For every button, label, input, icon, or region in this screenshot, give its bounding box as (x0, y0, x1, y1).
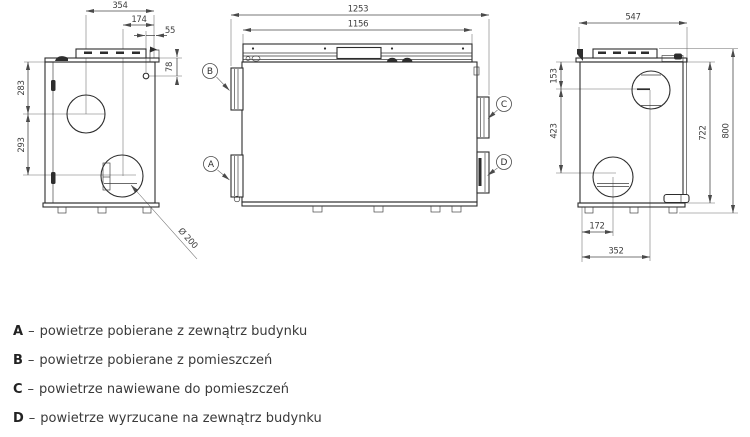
dim-800: 800 (721, 123, 732, 139)
base-rail (242, 202, 477, 206)
dim-1253: 1253 (347, 4, 369, 15)
view-side-left (17, 1, 200, 259)
foot (98, 207, 106, 213)
dim-55: 55 (164, 26, 176, 36)
legend-item-a: A – powietrze pobierane z zewnątrz budynku (13, 324, 308, 339)
dim-174: 174 (131, 15, 147, 25)
lower-port-circle (101, 155, 143, 197)
dim-547: 547 (625, 12, 641, 23)
dim-352: 352 (608, 246, 624, 257)
foot (374, 206, 383, 212)
left-unit-body (43, 47, 159, 214)
dim-354: 354 (112, 1, 128, 11)
dim-722: 722 (698, 125, 709, 141)
legend-item-c: C – powietrze nawiewane do pomieszczeń (13, 382, 289, 397)
dim-diameter-200: Ø 200 (175, 226, 200, 251)
legend-text-a: powietrze pobierane z zewnątrz budynku (39, 324, 308, 339)
port-callouts (203, 64, 512, 181)
corner-flag (577, 49, 583, 61)
duct-a (231, 155, 243, 197)
rail-clip (402, 58, 412, 62)
port-label-b: B (206, 67, 214, 78)
foot (431, 206, 440, 212)
foot (58, 207, 66, 213)
legend-item-b: B – powietrze pobierane z pomieszczeń (13, 353, 273, 368)
dim-78: 78 (165, 61, 175, 73)
dim-293: 293 (17, 137, 27, 153)
left-extension-lines (23, 15, 182, 176)
view-front (203, 5, 512, 213)
foot (669, 207, 677, 213)
rail-knob (246, 57, 250, 61)
port-label-d: D (500, 158, 508, 169)
legend-letter-a: A (13, 324, 24, 339)
left-dimension-lines (28, 11, 197, 259)
front-unit-body (231, 44, 489, 212)
legend (13, 325, 322, 437)
legend-text-c: powietrze nawiewane do pomieszczeń (39, 382, 289, 397)
foot (452, 206, 461, 212)
right-cabinet-outline (580, 62, 683, 203)
dim-283: 283 (17, 80, 27, 96)
legend-text-b: powietrze pobierane z pomieszczeń (39, 353, 273, 368)
front-cabinet-outline (242, 62, 477, 202)
latch-detail (55, 56, 68, 61)
bolt (143, 73, 149, 79)
dim-172: 172 (589, 221, 605, 232)
duct-c (477, 97, 489, 138)
legend-letter-b: B (13, 353, 23, 368)
foot (630, 207, 638, 213)
foot (143, 207, 151, 213)
right-unit-body (576, 49, 689, 213)
dim-1156: 1156 (347, 19, 369, 30)
port-label-c: C (500, 100, 508, 111)
left-cabinet-outline (45, 62, 155, 203)
hinge-bottom (51, 172, 56, 184)
control-panel (337, 48, 381, 59)
view-side-right (550, 13, 739, 263)
foot (585, 207, 593, 213)
base-rail (43, 203, 159, 207)
legend-text-d: powietrze wyrzucane na zewnątrz budynku (40, 411, 322, 426)
rail-clip (387, 58, 397, 62)
foot (313, 206, 322, 212)
hinge-top (51, 80, 56, 91)
legend-letter-c: C (13, 382, 23, 397)
drain-connector (664, 195, 689, 203)
port-label-a: A (207, 160, 215, 171)
legend-item-d: D – powietrze wyrzucane na zewnątrz budynku (13, 411, 322, 426)
duct-b (231, 68, 243, 110)
dim-153: 153 (549, 68, 560, 84)
dim-423: 423 (549, 123, 560, 139)
legend-letter-d: D (13, 411, 24, 426)
base-rail (578, 203, 685, 207)
